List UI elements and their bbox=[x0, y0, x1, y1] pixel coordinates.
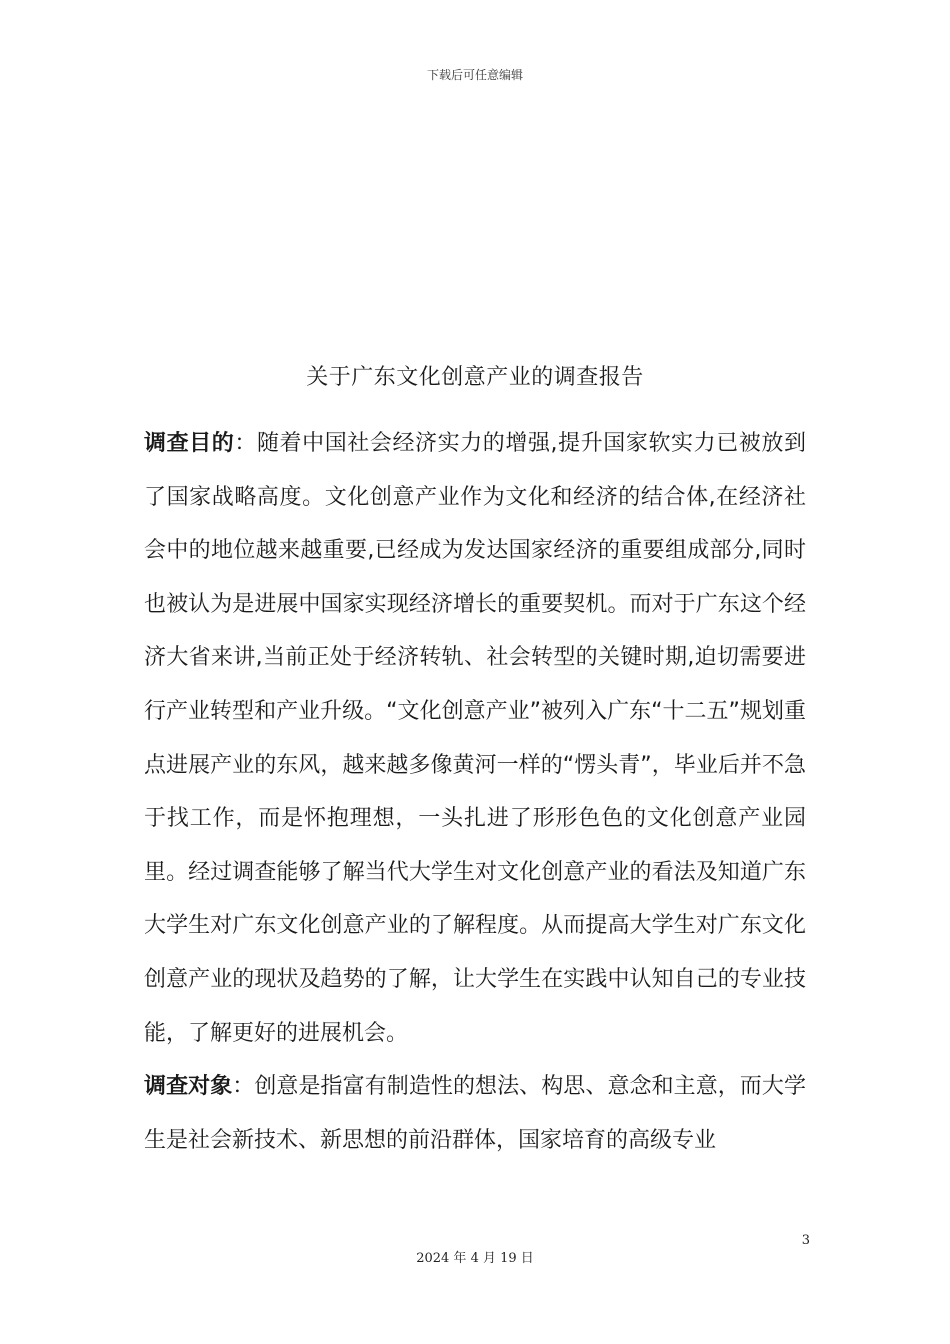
section-text-purpose: 随着中国社会经济实力的增强,提升国家软实力已被放到了国家战略高度。文化创意产业作为文化和经济的结合体,在经济社会中的地位越来越重要,已经成为发达国家经济的重要组成部分,同时也被认为是进展中国家实现经济增长的重要契机。而对于广东这个经济大省来讲,当前正处于经济转轨、社会转型的关键时期,迫切需要进行产业转型和产业升级。“文化创意产业”被列入广东“十二五”规划重点进展产业的东风，越来越多像黄河一样的“愣头青”，毕业后并不急于找工作，而是怀抱理想，一头扎进了形形色色的文化创意产业园里。经过调查能够了解当代大学生对文化创意产业的看法及知道广东大学生对广东文化创意产业的了解程度。从而提高大学生对广东文化创意产业的现状及趋势的了解，让大学生在实践中认知自己的专业技能，了解更好的进展机会。 bbox=[144, 431, 806, 1046]
section-lead-purpose: 调查目的 bbox=[144, 431, 235, 456]
page-number: 3 bbox=[801, 1233, 810, 1248]
header-note: 下载后可任意编辑 bbox=[426, 68, 523, 82]
paragraph-purpose bbox=[144, 417, 806, 1060]
section-lead-subject: 调查对象 bbox=[144, 1074, 233, 1100]
footer-date: 2024 年 4 月 19 日 bbox=[416, 1251, 534, 1266]
paragraph-subject bbox=[144, 1060, 806, 1167]
section-text-subject: 创意是指富有制造性的想法、构思、意念和主意，而大学生是社会新技术、新思想的前沿群体，国家培育的高级专业 bbox=[144, 1074, 806, 1153]
section-separator: ： bbox=[232, 1074, 255, 1100]
section-separator: ： bbox=[234, 431, 257, 456]
document-body bbox=[144, 417, 806, 1167]
document-title: 关于广东文化创意产业的调查报告 bbox=[306, 365, 644, 390]
